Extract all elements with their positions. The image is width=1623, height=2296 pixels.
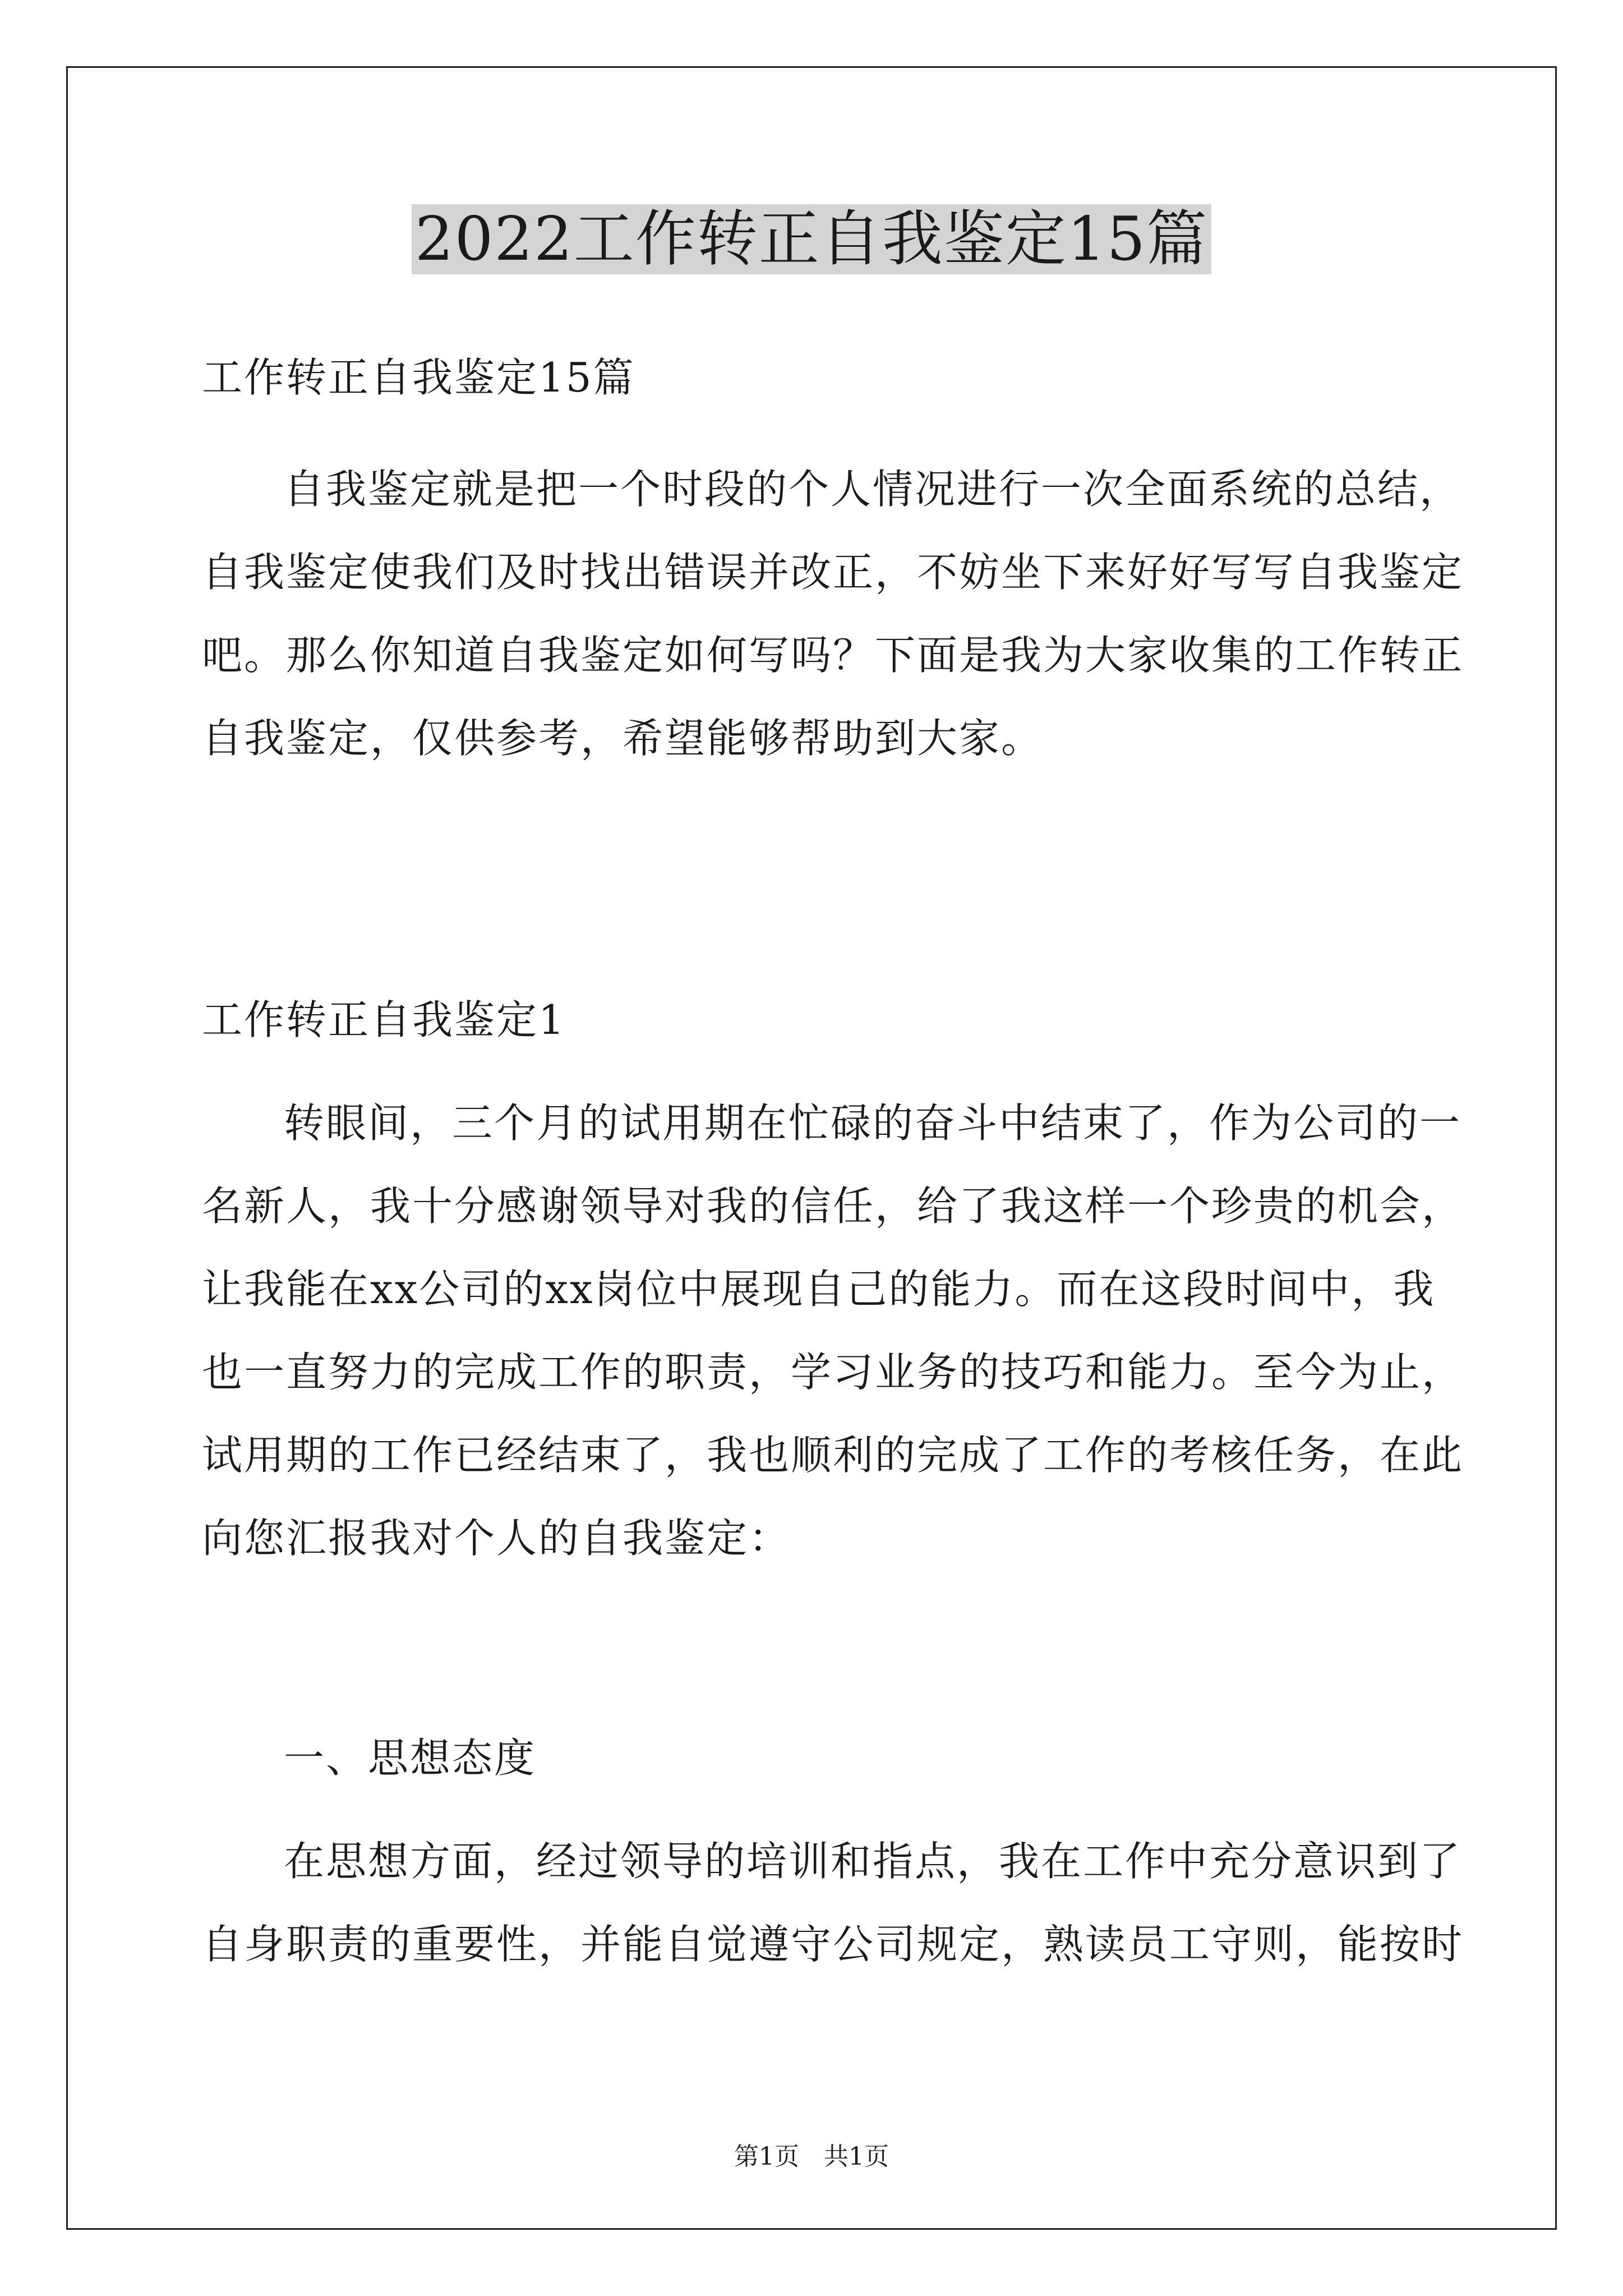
body-line-4: 也一直努力的完成工作的职责，学习业务的技巧和能力。至今为止， <box>202 1349 1464 1396</box>
subheading: 一、思想态度 <box>284 1734 537 1782</box>
document-title: 2022工作转正自我鉴定15篇 <box>0 197 1623 282</box>
body-line-5: 试用期的工作已经结束了，我也顺利的完成了工作的考核任务，在此 <box>202 1432 1464 1479</box>
intro-line-1: 自我鉴定就是把一个时段的个人情况进行一次全面系统的总结， <box>284 466 1462 513</box>
page-footer: 第1页 共1页 <box>734 2142 889 2171</box>
body-line-6: 向您汇报我对个人的自我鉴定： <box>202 1515 791 1562</box>
body-line-1: 转眼间，三个月的试用期在忙碌的奋斗中结束了，作为公司的一 <box>284 1099 1462 1147</box>
intro-line-2: 自我鉴定使我们及时找出错误并改正，不妨坐下来好好写写自我鉴定 <box>202 549 1464 596</box>
body-line-3: 让我能在xx公司的xx岗位中展现自己的能力。而在这段时间中，我 <box>202 1266 1436 1313</box>
body-line-2: 名新人，我十分感谢领导对我的信任，给了我这样一个珍贵的机会， <box>202 1182 1464 1230</box>
thought-line-2: 自身职责的重要性，并能自觉遵守公司规定，熟读员工守则，能按时 <box>202 1921 1464 1968</box>
intro-line-4: 自我鉴定，仅供参考，希望能够帮助到大家。 <box>202 715 1044 762</box>
intro-line-3: 吧。那么你知道自我鉴定如何写吗？下面是我为大家收集的工作转正 <box>202 632 1464 679</box>
thought-line-1: 在思想方面，经过领导的培训和指点，我在工作中充分意识到了 <box>284 1838 1462 1885</box>
section-heading: 工作转正自我鉴定1 <box>202 996 566 1043</box>
document-subtitle: 工作转正自我鉴定15篇 <box>202 354 635 401</box>
